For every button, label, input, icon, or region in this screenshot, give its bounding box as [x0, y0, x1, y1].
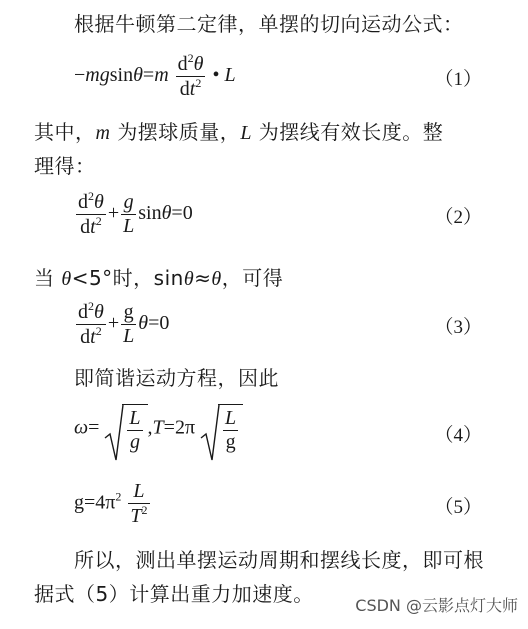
paragraph-conclusion-line1: 所以，测出单摆运动周期和摆线长度，即可根 [74, 548, 484, 572]
csdn-watermark: CSDN @云影点灯大师 [355, 596, 518, 615]
sqrt-L-over-g: $\frac{L}{g}$ [104, 404, 147, 454]
paragraph-definitions-line2: 理得： [34, 154, 96, 178]
equation-number-3: （3） [434, 317, 482, 338]
equation-3 [0, 294, 528, 354]
paragraph-newton-law: 根据牛顿第二定律，单摆的切向运动公式： [74, 12, 464, 36]
equation-2 [0, 184, 528, 244]
fraction-d2theta-dt2: $\frac{d^2\theta}{dt^2}$ [177, 51, 204, 100]
equation-5-body: $g=4\pi^2$ $\frac{L}{T^2}$ [74, 480, 148, 527]
paragraph-conclusion-line2: 据式（5）计算出重力加速度。 [34, 582, 314, 606]
equation-number-1: （1） [434, 69, 482, 90]
equation-number-2: （2） [434, 207, 482, 228]
equation-number-5: （5） [434, 497, 482, 518]
equation-number-4: （4） [434, 425, 482, 446]
equation-1 [0, 46, 528, 106]
equation-1-body: −mgsinθ=m $\frac{d^2\theta}{dt^2}$ • L [74, 51, 236, 100]
paragraph-small-angle: 当 θ<5°时，sinθ≈θ，可得 [34, 266, 284, 290]
equation-2-body: $\frac{d^2\theta}{dt^2}$ + $\frac{g}{L}$ sinθ=0 [78, 189, 193, 238]
equation-4-body: ω= $\frac{L}{g}$ ,T=2π $\frac{L}{g}$ [74, 404, 243, 454]
equation-4 [0, 398, 528, 464]
equation-5 [0, 474, 528, 534]
paragraph-shm: 即简谐运动方程，因此 [74, 366, 279, 390]
paragraph-definitions-line1: 其中，m 为摆球质量，L 为摆线有效长度。整 [34, 120, 444, 144]
sqrt-L-over-g-2: $\frac{L}{g}$ [200, 404, 243, 454]
equation-3-body: $\frac{d^2\theta}{dt^2}$ + $\frac{g}{L}$ θ=0 [78, 299, 170, 348]
